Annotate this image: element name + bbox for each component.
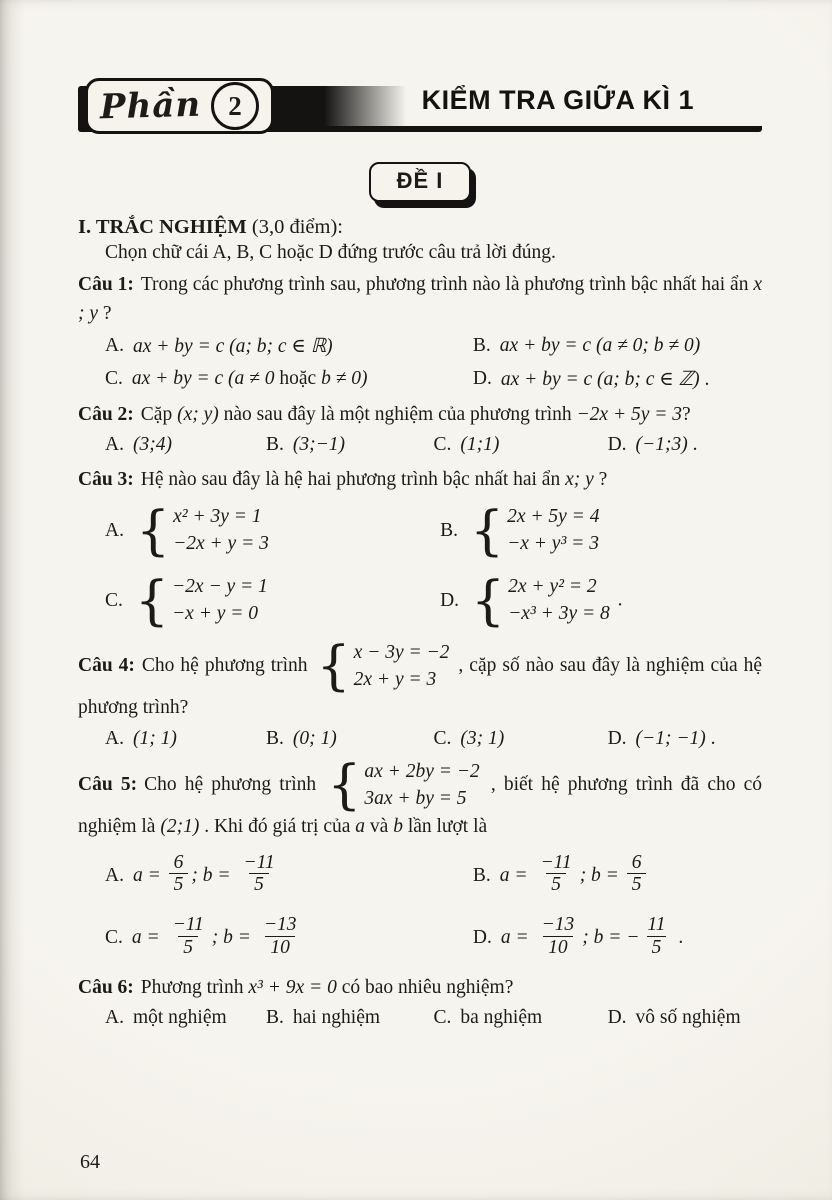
option-4c-content: (3; 1) <box>460 727 505 749</box>
option-2c-content: (1;1) <box>460 433 500 455</box>
option-2d <box>608 434 762 456</box>
option-2d-content: (−1;3) . <box>635 433 698 455</box>
equation-system: { −2x − y = 1 −x + y = 0 <box>134 568 268 632</box>
option-2b <box>266 434 434 456</box>
option-1c-content: ax + by = c (a ≠ 0 hoặc b ≠ 0) <box>131 367 368 389</box>
option-6b-label: B. <box>265 1007 284 1029</box>
option-1b-label: B. <box>472 334 491 356</box>
option-6c-content: ba nghiệm <box>460 1007 543 1029</box>
part-word: Phần <box>99 84 202 128</box>
part-banner <box>78 86 762 132</box>
option-6b <box>266 1007 434 1029</box>
option-5a <box>105 851 473 899</box>
option-1a-content: ax + by = c (a; b; c ∈ ℝ) <box>132 335 333 357</box>
question-1-statement <box>78 270 762 329</box>
option-5d <box>473 916 762 961</box>
question-3-text: Hệ nào sau đây là hệ hai phương trình bậc nhất hai ẩn x; y ? <box>140 468 608 490</box>
option-2d-label: D. <box>607 433 627 455</box>
part-label-pill <box>85 78 274 134</box>
option-3b-content <box>467 498 603 562</box>
fraction: $\frac{-13}{10}$ <box>541 914 575 958</box>
option-2c-label: C. <box>433 433 452 455</box>
fraction: $\frac{6}{5}$ <box>169 852 189 897</box>
option-4a-content: (1; 1) <box>132 727 177 749</box>
option-2a <box>105 434 266 456</box>
option-3d-label: D. <box>440 589 460 611</box>
question-2-label: Câu 2: <box>78 403 134 425</box>
option-1a-label: A. <box>105 334 124 356</box>
question-2-text: Cặp (x; y) nào sau đây là một nghiệm của phương trình −2x + 5y = 3? <box>140 403 691 425</box>
option-3b <box>440 498 762 562</box>
question-5-statement <box>78 753 763 842</box>
question-6 <box>78 973 762 1029</box>
option-5d-label: D. <box>472 927 492 949</box>
option-1b-content: ax + by = c (a ≠ 0; b ≠ 0) <box>499 334 701 356</box>
fraction: $\frac{-11}{5}$ <box>540 851 572 896</box>
fraction: $\frac{11}{5}$ <box>647 914 666 958</box>
question-6-text: Phương trình x³ + 9x = 0 có bao nhiêu nghiệm? <box>140 976 514 998</box>
option-3c-content <box>132 568 271 632</box>
option-4d <box>608 728 762 750</box>
equation-system: { 2x + y² = 2 −x³ + 3y = 8 <box>471 568 610 632</box>
option-4c-label: C. <box>433 727 452 749</box>
option-5c <box>105 916 473 961</box>
option-2b-label: B. <box>265 433 284 455</box>
option-3c-label: C. <box>105 589 123 611</box>
option-1c <box>105 367 473 391</box>
option-6a <box>105 1007 266 1029</box>
option-1d <box>473 367 762 391</box>
option-3a-content <box>133 498 272 562</box>
option-2b-content: (3;−1) <box>292 433 345 455</box>
option-1b <box>473 334 762 358</box>
option-6a-label: A. <box>105 1007 124 1029</box>
option-4b <box>266 728 434 750</box>
part-number: 2 <box>228 90 242 121</box>
option-2c <box>433 434 607 456</box>
question-4-options <box>78 728 762 750</box>
question-5-options <box>78 851 762 961</box>
exam-title-row <box>78 162 762 202</box>
option-3d-content: { 2x + y² = 2 −x³ + 3y = 8 . <box>471 568 623 632</box>
option-4c <box>433 728 607 750</box>
option-5c-label: C. <box>105 927 123 949</box>
question-5 <box>78 753 763 961</box>
question-4 <box>78 634 763 750</box>
question-5-label: Câu 5: <box>78 773 138 795</box>
question-3-label: Câu 3: <box>78 468 134 490</box>
option-5b-label: B. <box>472 864 491 886</box>
option-5a-content: a = $\frac{6}{5}$ ; b = $\frac{-11}{5}$ <box>133 854 283 899</box>
option-6c <box>433 1007 607 1029</box>
option-6d-label: D. <box>607 1007 627 1029</box>
fraction: $\frac{-13}{10}$ <box>263 914 297 958</box>
option-4a-label: A. <box>105 727 124 749</box>
option-6d-content: vô số nghiệm <box>635 1007 741 1029</box>
option-5d-content: a = $\frac{-13}{10}$ ; b = − $\frac{11}{5}$ . <box>500 914 684 958</box>
fraction: $\frac{-11}{5}$ <box>172 914 204 958</box>
section-heading-rest: (3,0 điểm): <box>246 216 343 238</box>
option-4d-content: (−1; −1) . <box>635 727 716 749</box>
question-4-text: Cho hệ phương trình { x − 3y = −2 2x + y = 3 , cặp số nào sau đây là nghiệm của hệ phương trình? <box>78 634 763 719</box>
question-5-text: Cho hệ phương trình { ax + 2by = −2 3ax + by = 5 , biết hệ phương trình đã cho có nghiệm là (2;1) . Khi đó giá trị của a và b lần lượt là <box>78 753 763 838</box>
option-5b-content: a = $\frac{-11}{5}$ ; b = $\frac{6}{5}$ <box>500 854 650 899</box>
option-6d <box>608 1007 762 1029</box>
option-4b-label: B. <box>265 727 284 749</box>
question-2-statement <box>78 400 762 429</box>
chapter-title: KIỂM TRA GIỮA KÌ 1 <box>421 85 694 115</box>
section-heading <box>78 216 762 239</box>
question-6-options <box>78 1007 762 1029</box>
part-number-circle <box>211 82 259 130</box>
option-1a <box>105 334 473 358</box>
option-4d-label: D. <box>607 727 627 749</box>
option-4b-content: (0; 1) <box>292 727 337 749</box>
question-1 <box>78 270 762 391</box>
option-1c-label: C. <box>105 367 123 389</box>
question-1-text: Trong các phương trình sau, phương trình nào là phương trình bậc nhất hai ẩn x ; y ? <box>78 274 762 325</box>
option-6b-content: hai nghiệm <box>292 1007 381 1029</box>
option-3d <box>440 568 762 632</box>
option-4a <box>105 728 266 750</box>
fraction: $\frac{-11}{5}$ <box>243 851 275 896</box>
question-4-label: Câu 4: <box>78 654 135 676</box>
question-3 <box>78 465 762 632</box>
question-6-label: Câu 6: <box>78 976 134 998</box>
option-3c <box>105 568 440 632</box>
option-2a-label: A. <box>105 433 124 455</box>
equation-system: { x − 3y = −2 2x + y = 3 <box>316 634 450 698</box>
question-4-statement <box>78 634 763 723</box>
page-number: 64 <box>80 1151 100 1173</box>
exam-title-box <box>369 162 472 202</box>
option-1d-label: D. <box>472 367 492 389</box>
question-3-statement <box>78 465 762 494</box>
option-3a-label: A. <box>105 519 124 541</box>
question-1-options <box>78 334 762 391</box>
question-2-options <box>78 434 762 456</box>
option-5c-content: a = $\frac{-11}{5}$ ; b = $\frac{-13}{10}$ <box>132 916 305 961</box>
equation-system: { x² + 3y = 1 −2x + y = 3 <box>135 498 269 562</box>
option-5a-label: A. <box>105 864 124 886</box>
question-1-label: Câu 1: <box>78 274 134 295</box>
question-2 <box>78 400 762 456</box>
option-1d-content: ax + by = c (a; b; c ∈ ℤ) . <box>500 368 710 390</box>
equation-system: { 2x + 5y = 4 −x + y³ = 3 <box>469 498 600 562</box>
option-6c-label: C. <box>433 1007 452 1029</box>
instruction-text: Chọn chữ cái A, B, C hoặc D đứng trước câu trả lời đúng. <box>105 242 556 263</box>
question-3-options <box>78 498 762 632</box>
exam-title: ĐỀ I <box>396 168 444 193</box>
question-6-statement <box>78 973 762 1002</box>
fraction: $\frac{6}{5}$ <box>627 852 647 897</box>
option-3b-label: B. <box>440 519 458 541</box>
option-5b <box>472 851 762 899</box>
option-3a <box>105 498 440 562</box>
equation-system: { ax + 2by = −2 3ax + by = 5 <box>327 753 480 817</box>
section-heading-bold: I. TRẮC NGHIỆM <box>78 216 247 238</box>
option-2a-content: (3;4) <box>132 433 172 455</box>
option-6a-content: một nghiệm <box>132 1007 227 1029</box>
